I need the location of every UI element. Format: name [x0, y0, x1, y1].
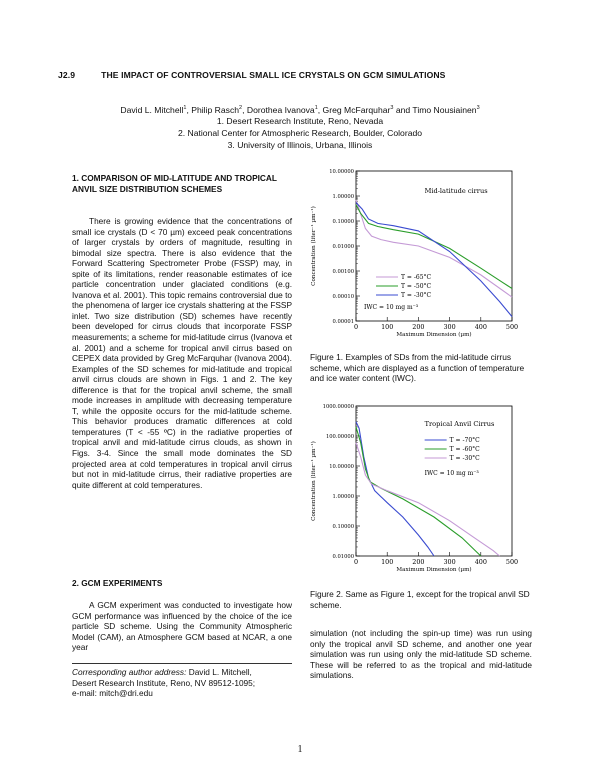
- author-5-sup: 3: [476, 105, 480, 111]
- y-tick-label: 0.01000: [332, 244, 354, 250]
- y-axis-label: Concentration (liter⁻¹ µm⁻¹): [311, 441, 317, 521]
- section-2-continued-paragraph: simulation (not including the spin-up time) was run using only the tropical anvil SD scheme, and another one year simulation was run using only the mid-latitude SD scheme. These will be referred to as the tropical and mid-latitude simulations.: [310, 628, 532, 681]
- series-line-1: [356, 200, 512, 297]
- author-3: , Dorothea Ivanova: [242, 104, 315, 115]
- x-tick-label: 500: [505, 323, 519, 331]
- chart-title: Mid-latitude cirrus: [424, 187, 488, 195]
- x-tick-label: 200: [412, 558, 425, 566]
- footnote-line-3: e-mail: mitch@dri.edu: [72, 688, 153, 699]
- chart-title: Tropical Anvil Cirrus: [424, 420, 495, 428]
- author-list: [40, 103, 560, 116]
- author-4: , Greg McFarquhar: [317, 104, 391, 115]
- y-tick-label: 1.00000: [332, 494, 354, 500]
- y-tick-label: 10.00000: [329, 169, 354, 175]
- page-number: 1: [297, 744, 303, 755]
- x-tick-label: 400: [474, 558, 487, 566]
- series-line-3: [356, 203, 512, 317]
- author-2-sup: 2: [239, 105, 243, 111]
- author-1: David L. Mitchell: [120, 104, 184, 115]
- figure-1-caption: Figure 1. Examples of SDs from the mid-latitude cirrus scheme, which are displayed as a function of temperature and ice water content (IWC).: [310, 352, 525, 384]
- paper-code: J2.9: [58, 70, 76, 80]
- x-tick-label: 200: [412, 323, 425, 331]
- legend-label-1: T = -70°C: [449, 437, 480, 444]
- affiliation-1: 1. Desert Research Institute, Reno, Nevada: [216, 116, 384, 126]
- affiliation-2: 2. National Center for Atmospheric Research, Boulder, Colorado: [177, 128, 423, 138]
- iwc-annotation: IWC = 10 mg m⁻³: [364, 304, 419, 311]
- figure-2-chart: [306, 398, 528, 580]
- section-2-paragraph: A GCM experiment was conducted to investigate how GCM performance was influenced by the choice of the ice particle SD scheme. Using the Community Atmospheric Model (CAM), an Atmosphere GCM based at NCAR, a one year: [72, 600, 292, 653]
- y-tick-label: 10.00000: [329, 464, 354, 470]
- x-tick-label: 0: [353, 323, 359, 331]
- series-line-2: [356, 205, 512, 289]
- y-tick-label: 0.00010: [332, 294, 354, 300]
- y-tick-label: 0.10000: [332, 524, 354, 530]
- section-1-body: [72, 216, 292, 490]
- author-4-sup: 3: [390, 105, 394, 111]
- iwc-annotation: IWC = 10 mg m⁻³: [424, 470, 479, 477]
- plot-frame: [356, 406, 512, 556]
- x-axis-label: Maximum Dimension (µm): [396, 567, 472, 573]
- figure-2-caption: Figure 2. Same as Figure 1, except for the tropical anvil SD scheme.: [310, 589, 530, 610]
- paper-title: [58, 70, 558, 80]
- legend-label-3: T = -30°C: [401, 292, 432, 299]
- x-tick-label: 0: [353, 558, 359, 566]
- series-line-1: [356, 422, 434, 556]
- x-tick-label: 100: [381, 323, 394, 331]
- x-axis-label: Maximum Dimension (µm): [396, 332, 472, 338]
- y-tick-label: 0.00100: [332, 269, 354, 275]
- y-tick-label: 0.01000: [332, 554, 354, 560]
- corresponding-author: [72, 667, 302, 699]
- footnote-label: Corresponding author address:: [72, 667, 187, 677]
- author-3-sup: 1: [314, 105, 318, 111]
- legend-label-2: T = -50°C: [401, 283, 432, 290]
- y-axis-label: Concentration (liter⁻¹ µm⁻¹): [311, 206, 317, 286]
- section-2-body: [72, 600, 292, 653]
- section-1-heading: 1. COMPARISON OF MID-LATITUDE AND TROPICAL ANVIL SIZE DISTRIBUTION SCHEMES: [72, 173, 277, 194]
- x-tick-label: 300: [443, 558, 456, 566]
- legend-label-2: T = -60°C: [449, 446, 480, 453]
- section-2-continued: [310, 628, 532, 681]
- author-5: and Timo Nousiainen: [393, 104, 477, 115]
- footnote-line-2: Desert Research Institute, Reno, NV 89512-1095;: [72, 677, 256, 688]
- x-tick-label: 500: [505, 558, 519, 566]
- y-tick-label: 0.00001: [332, 319, 354, 325]
- legend-label-1: T = -65°C: [401, 274, 432, 281]
- footnote-line-1: David L. Mitchell,: [186, 667, 252, 677]
- affiliation-3: 3. University of Illinois, Urbana, Illinois: [227, 140, 373, 150]
- paper-title-text: THE IMPACT OF CONTROVERSIAL SMALL ICE CRYSTALS ON GCM SIMULATIONS: [101, 70, 446, 80]
- x-tick-label: 400: [474, 323, 487, 331]
- y-tick-label: 0.10000: [332, 219, 354, 225]
- footnote-rule: [72, 663, 292, 664]
- figure-2-plot: [310, 404, 518, 573]
- section-2-heading: 2. GCM EXPERIMENTS: [72, 578, 163, 588]
- figure-1-plot: [310, 169, 518, 338]
- y-tick-label: 1000.00000: [322, 404, 354, 410]
- legend-label-3: T = -30°C: [449, 455, 480, 462]
- author-1-sup: 1: [183, 105, 187, 111]
- x-tick-label: 100: [381, 558, 394, 566]
- y-tick-label: 100.00000: [325, 434, 354, 440]
- section-1-paragraph: There is growing evidence that the concentrations of small ice crystals (D < 70 µm) exceed peak concentrations of larger crystals by orders of magnitude, resulting in bimodal size spectra. There is also evidence that the Forward Scattering Spectrometer Probe (FSSP) may, in spite of its limitations, render reasonable estimates of ice particle concentration under glaciated conditions (e.g. Ivanova et al. 2001). This topic remains controversial due to the phenomena of larger ice crystals shattering at the FSSP inlet. Two size distribution (SD) schemes have recently been developed for cirrus clouds that incorporate FSSP measurements; a scheme for mid-latitude cirrus (Ivanova et al. 2001) and a scheme for tropical anvil cirrus based on CEPEX data provided by Greg McFarquhar (Ivanova 2004). Examples of the SD schemes for mid-latitude and tropical anvil cirrus clouds are shown in Figs. 1 and 2. The key difference is that for the tropical anvil scheme, the small mode increases in amplitude with decreasing temperature T, while the opposite occurs for the mid-latitude scheme. This behavior produces dramatic differences at cold temperatures (T < -55 ºC) in the radiative properties of tropical anvil and mid-latitude cirrus clouds, as shown in Figs. 3-4. Since the small mode dominates the SD projected area at cold temperatures in tropical anvil cirrus but not in mid-latitude cirrus, their radiative properties are quite different at cold temperatures.: [72, 216, 292, 490]
- x-tick-label: 300: [443, 323, 456, 331]
- figure-1-chart: [306, 163, 528, 345]
- y-tick-label: 1.00000: [332, 194, 354, 200]
- author-2: , Philip Rasch: [186, 104, 240, 115]
